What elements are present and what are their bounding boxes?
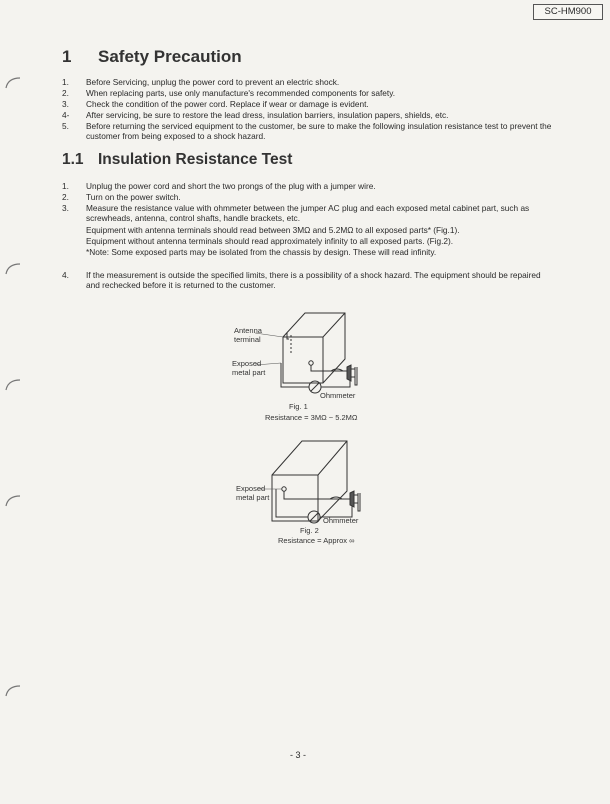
binder-hole-mark — [4, 684, 22, 698]
binder-hole-mark — [4, 378, 22, 392]
exposed-metal-label: Exposed metal part — [232, 359, 266, 377]
page-number: - 3 - — [290, 750, 307, 760]
binder-hole-mark — [4, 494, 22, 508]
item-text: Before Servicing, unplug the power cord to prevent an electric shock. — [86, 77, 340, 87]
figure-2-caption: Fig. 2 — [300, 526, 319, 535]
item-number: 1. — [62, 77, 69, 87]
item-text: When replacing parts, use only manufacture's recommended components for safety. — [86, 88, 396, 98]
figure-1-resistance: Resistance = 3MΩ ~ 5.2MΩ — [265, 413, 358, 422]
ohmmeter-label: Ohmmeter — [323, 516, 359, 525]
section-title: Safety Precaution — [98, 47, 242, 66]
item-text: Equipment with antenna terminals should read between 3MΩ and 5.2MΩ to all exposed parts* (Fig.1). — [86, 225, 460, 235]
item-text: Equipment without antenna terminals should read approximately infinity to all exposed parts. (Fig.2). — [86, 236, 454, 246]
subsection-title: Insulation Resistance Test — [98, 151, 293, 168]
item-number: 5. — [62, 121, 69, 131]
binder-hole-mark — [4, 262, 22, 276]
item-text: If the measurement is outside the specified limits, there is a possibility of a shock hazard. The equipment should be repaired and rechecked before it is returned to the customer. — [86, 270, 541, 291]
item-number: 4- — [62, 110, 70, 120]
exposed-metal-label: Exposed metal part — [236, 484, 270, 502]
item-text: Turn on the power switch. — [86, 192, 181, 202]
item-text: After servicing, be sure to restore the lead dress, insulation barriers, insulation papers, shields, etc. — [86, 110, 449, 120]
antenna-terminal-label: Antenna terminal — [234, 326, 262, 344]
item-number: 3. — [62, 99, 69, 109]
item-text: Measure the resistance value with ohmmeter between the jumper AC plug and each exposed metal cabinet part, such as screwheads, antenna, control shafts, handle brackets, etc. — [86, 203, 530, 224]
item-number: 2. — [62, 192, 69, 202]
figure-1-caption: Fig. 1 — [289, 402, 308, 411]
item-number: 2. — [62, 88, 69, 98]
figure-2-resistance: Resistance = Approx ∞ — [278, 536, 355, 545]
item-text: Unplug the power cord and short the two prongs of the plug with a jumper wire. — [86, 181, 376, 191]
item-number: 1. — [62, 181, 69, 191]
item-text: Check the condition of the power cord. Replace if wear or damage is evident. — [86, 99, 369, 109]
item-number: 4. — [62, 270, 69, 280]
model-number-badge: SC-HM900 — [533, 4, 603, 20]
binder-hole-mark — [4, 76, 22, 90]
ohmmeter-label: Ohmmeter — [320, 391, 356, 400]
item-text: Before returning the serviced equipment to the customer, be sure to make the following insulation resistance test to prevent the customer from being exposed to a shock hazard. — [86, 121, 552, 142]
item-text: *Note: Some exposed parts may be isolated from the chassis by design. These will read infinity. — [86, 247, 437, 257]
subsection-number: 1.1 — [62, 151, 84, 168]
item-number: 3. — [62, 203, 69, 213]
section-number: 1 — [62, 47, 72, 66]
